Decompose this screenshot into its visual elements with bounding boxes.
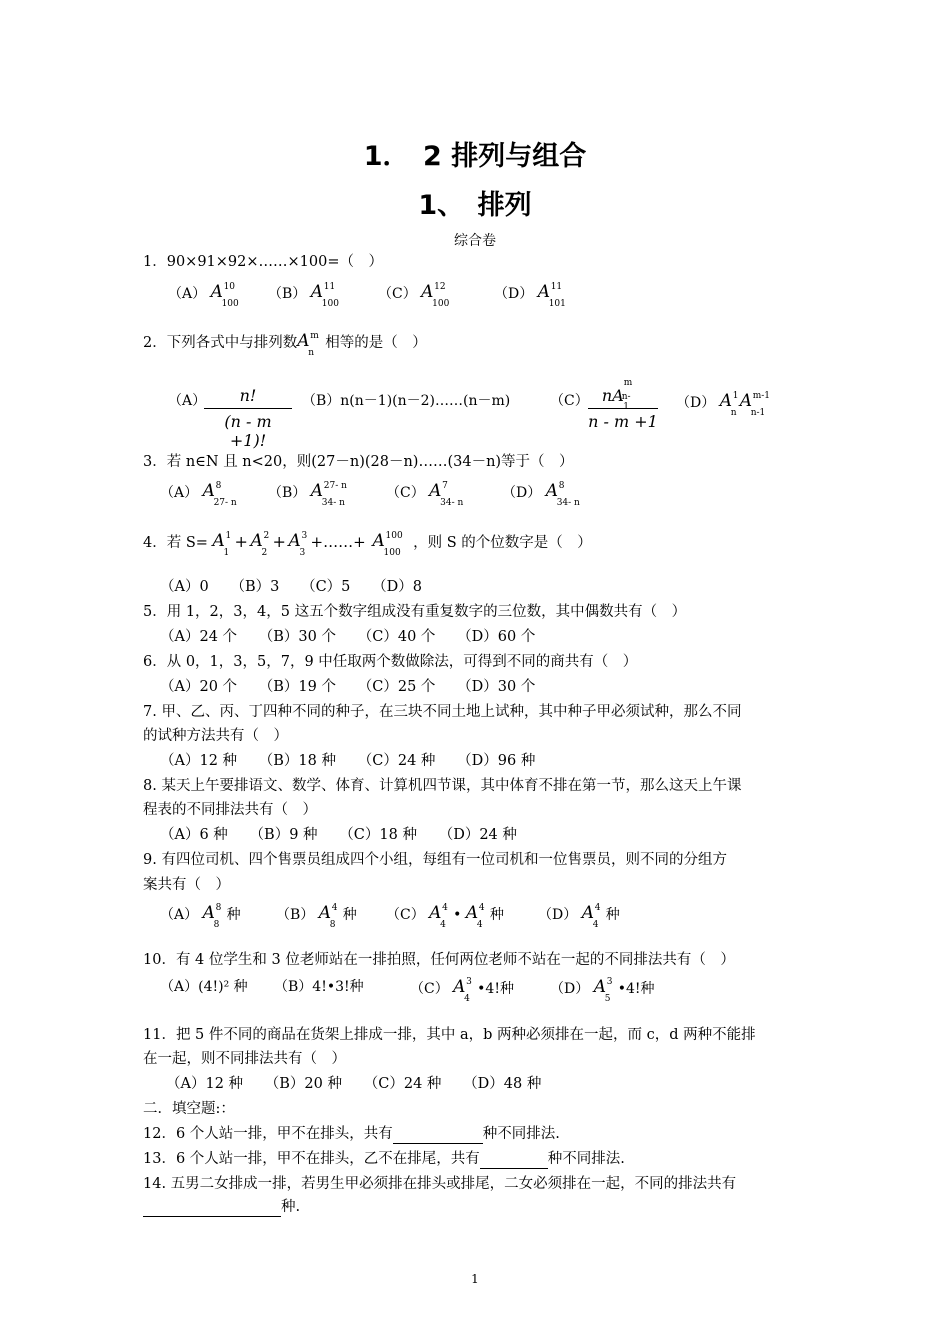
q9-option-a: （A） A 8 8 种	[160, 903, 241, 930]
q1-option-b: （B） A 11 100	[268, 283, 345, 305]
permutation-symbol: A 27- n 34- n	[310, 481, 347, 508]
question-14-line1: 14. 五男二女排成一排，若男生甲必须排在排头或排尾，二女必须排在一起，不同的排法共有	[143, 1176, 737, 1192]
question-8-stem-line2: 程表的不同排法共有（ ）	[143, 802, 317, 818]
q1-option-a: （A） A 10 100	[168, 283, 245, 305]
q3-option-c: （C） A 7 34- n	[386, 482, 471, 504]
question-13: 13．6 个人站一排，甲不在排头，乙不在排尾，共有 种不同排法.	[143, 1151, 625, 1167]
permutation-symbol: A 12 100	[421, 282, 450, 309]
subsection-title: 1、 排列	[418, 190, 532, 221]
q6-options: （A）20 个 （B）19 个 （C）25 个 （D）30 个	[160, 679, 536, 695]
q9-option-b: （B） A 4 8 种	[276, 903, 357, 930]
permutation-symbol: A 3 5	[593, 977, 613, 1004]
question-11-stem-line1: 11．把 5 件不同的商品在货架上排成一排，其中 a，b 两种必须排在一起，而 c，d 两种不能排	[143, 1027, 756, 1043]
permutation-symbol: A m n	[297, 331, 319, 358]
q7-options: （A）12 种 （B）18 种 （C）24 种 （D）96 种	[160, 753, 536, 769]
permutation-symbol: A 8 27- n	[202, 481, 237, 508]
permutation-symbol: A 8 34- n	[545, 481, 580, 508]
question-5-stem: 5．用 1，2，3，4，5 这五个数字组成没有重复数字的三位数，其中偶数共有（ ）	[143, 604, 687, 620]
permutation-symbol: A 11 100	[310, 282, 339, 309]
permutation-symbol: A 4 4	[429, 903, 448, 930]
fill-in-section-heading: 二．填空题:：	[143, 1101, 235, 1117]
q1-option-d: （D） A 11 101	[494, 283, 572, 305]
q9-option-d: （D） A 4 4 种	[538, 903, 620, 930]
permutation-symbol: A 4 4	[465, 903, 485, 930]
q10-option-b: （B）4!•3!种	[274, 979, 364, 995]
question-4-stem: 4．若 S= A 1 1 + A 2 2 + A 3 3 +……+ A 100 100 ，则 S 的个位数字是（ ）	[143, 531, 592, 558]
permutation-symbol: A 3 4	[453, 977, 472, 1004]
q8-options: （A）6 种 （B）9 种 （C）18 种 （D）24 种	[160, 827, 517, 843]
q2-option-a-fraction: $\frac{n!}{(n - m +1)!}$	[204, 386, 292, 450]
q2-option-c-fraction: nA m n-1 n - m +1	[588, 378, 658, 431]
paper-subtitle: 综合卷	[454, 233, 496, 249]
question-9-stem-line2: 案共有（ ）	[143, 877, 230, 893]
q4-options: （A）0 （B）3 （C）5 （D）8	[160, 579, 422, 595]
question-14-line2: 种.	[143, 1198, 300, 1217]
question-1-stem: 1．90×91×92×……×100=（ ）	[143, 254, 384, 270]
permutation-product: A 1 n A m-1 n-1	[719, 391, 770, 418]
page-number: 1	[471, 1272, 479, 1286]
q10-option-c: （C） A 3 4 •4!种	[410, 977, 514, 1004]
permutation-symbol: A 8 8	[202, 903, 222, 930]
question-7-stem-line2: 的试种方法共有（ ）	[143, 728, 288, 744]
sum-expression: A 1 1 + A 2 2 + A 3 3 +……+ A 100 100	[212, 531, 403, 558]
permutation-symbol: A 10 100	[210, 282, 239, 309]
permutation-symbol: A 4 8	[318, 903, 338, 930]
question-9-stem-line1: 9. 有四位司机、四个售票员组成四个小组，每组有一位司机和一位售票员，则不同的分组方	[143, 852, 727, 868]
q5-options: （A）24 个 （B）30 个 （C）40 个 （D）60 个	[160, 629, 536, 645]
q10-option-a: （A）(4!)² 种	[160, 979, 248, 995]
q2-option-c-label: （C）	[550, 393, 589, 409]
q11-options: （A）12 种 （B）20 种 （C）24 种 （D）48 种	[166, 1076, 542, 1092]
q9-option-c: （C） A 4 4 • A 4 4 种	[386, 903, 504, 930]
question-7-stem-line1: 7. 甲、乙、丙、丁四种不同的种子，在三块不同土地上试种，其中种子甲必须试种，那么不同	[143, 704, 742, 720]
question-3-stem: 3．若 n∈N 且 n<20，则(27－n)(28－n)……(34－n)等于（ ）	[143, 454, 574, 470]
question-2-stem: 2．下列各式中与排列数 A m n 相等的是（ ）	[143, 331, 427, 358]
answer-blank[interactable]	[143, 1198, 281, 1217]
q2-option-d: （D） A 1 n A m-1 n-1	[676, 392, 778, 414]
question-8-stem-line1: 8. 某天上午要排语文、数学、体育、计算机四节课，其中体育不排在第一节，那么这天上午课	[143, 778, 742, 794]
question-12: 12．6 个人站一排，甲不在排头，共有 种不同排法.	[143, 1126, 560, 1142]
q1-option-c: （C） A 12 100	[378, 283, 455, 305]
question-10-stem: 10．有 4 位学生和 3 位老师站在一排拍照，任何两位老师不站在一起的不同排法共有（ ）	[143, 952, 735, 968]
permutation-symbol: A 7 34- n	[429, 481, 464, 508]
q3-option-d: （D） A 8 34- n	[502, 482, 588, 504]
q3-option-a: （A） A 8 27- n	[160, 482, 245, 504]
permutation-symbol: A 4 4	[581, 903, 601, 930]
section-title: 1． 2 排列与组合	[363, 141, 587, 172]
q10-option-d: （D） A 3 5 •4!种	[550, 977, 655, 1004]
q2-option-a-label: （A）	[168, 393, 207, 409]
question-6-stem: 6．从 0，1，3，5，7，9 中任取两个数做除法，可得到不同的商共有（ ）	[143, 654, 638, 670]
question-11-stem-line2: 在一起，则不同排法共有（ ）	[143, 1051, 346, 1067]
answer-blank[interactable]	[393, 1125, 483, 1144]
permutation-symbol: A 11 101	[537, 282, 566, 309]
q2-option-b: （B）n(n－1)(n－2)……(n－m)	[302, 393, 511, 409]
q3-option-b: （B） A 27- n 34- n	[268, 482, 353, 504]
answer-blank[interactable]	[480, 1150, 548, 1169]
